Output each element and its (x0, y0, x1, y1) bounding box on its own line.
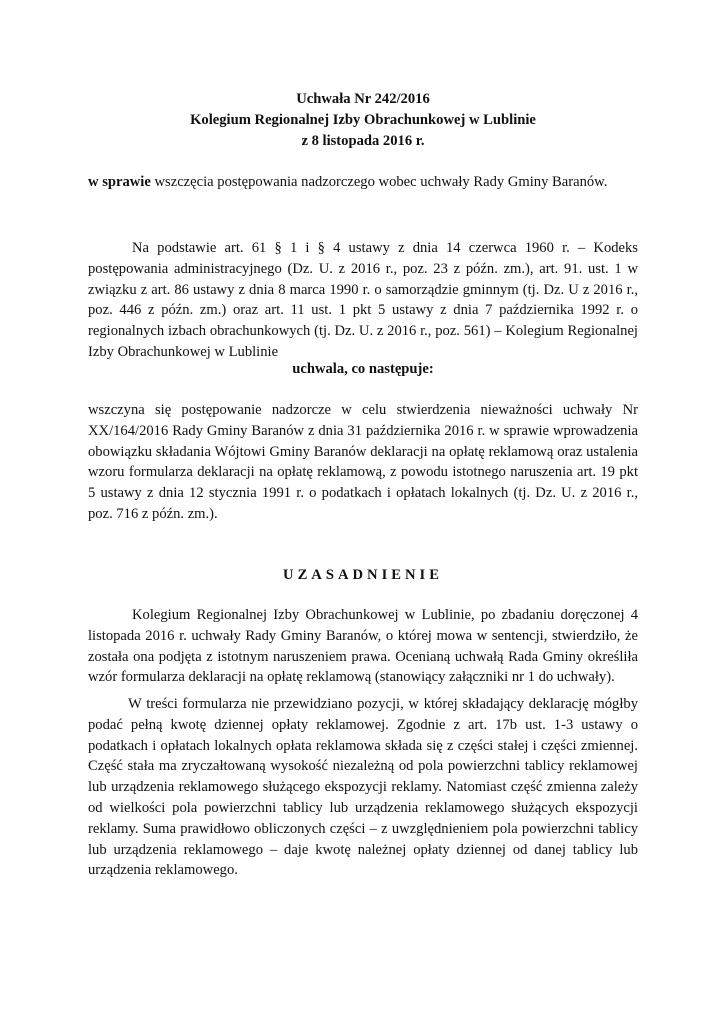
legal-basis-paragraph: Na podstawie art. 61 § 1 i § 4 ustawy z dnia 14 czerwca 1960 r. – Kodeks postępowania administracyjnego (Dz. U. z 2016 r., poz. 23 z późn. zm.), art. 91. ust. 1 w związku z art. 86 ustawy z dnia 8 marca 1990 r. o samorządzie gminnym (tj. Dz. U z 2016 r., poz. 446 z późn. zm.) oraz art. 11 ust. 1 pkt 5 ustawy z dnia 7 października 1992 r. o regionalnych izbach obrachunkowych (tj. Dz. U. z 2016 r., poz. 561) – Kolegium Regionalnej Izby Obrachunkowej w Lublinie (88, 240, 638, 360)
resolution-date: z 8 listopada 2016 r. (301, 132, 425, 149)
issuing-body: Kolegium Regionalnej Izby Obrachunkowej w Lublinie (190, 111, 536, 128)
justification-paragraph-1: Kolegium Regionalnej Izby Obrachunkowej w Lublinie, po zbadaniu doręczonej 4 listopada 2016 r. uchwały Rady Gminy Baranów, o której mowa w sentencji, stwierdziło, że została ona podjęta z istotnym naruszeniem prawa. Ocenianą uchwałą Rada Gminy określiła wzór formularza deklaracji na opłatę reklamową (stanowiący załączniki nr 1 do uchwały). (88, 607, 638, 686)
resolution-heading: uchwala, co następuje: (292, 361, 434, 377)
resolution-number: Uchwała Nr 242/2016 (296, 91, 430, 107)
justification-paragraph-2: W treści formularza nie przewidziano pozycji, w której składający deklarację mógłby podać pełną kwotę dziennej opłaty reklamowej. Zgodnie z art. 17b ust. 1-3 ustawy o podatkach i opłatach lokalnych opłata reklamowa składa się z części stałej i części zmiennej. Część stała ma zryczałtowaną wysokość niezależną od pola powierzchni tablicy reklamowej lub urządzenia reklamowego służącego ekspozycji reklamy. Natomiast część zmienna zależy od wielkości pola powierzchni tablicy lub urządzenia reklamowego służących ekspozycji reklamy. Suma prawidłowo obliczonych części – z uwzględnieniem pola powierzchni tablicy lub urządzenia reklamowego – daje kwotę należnej opłaty dziennej od danej tablicy lub urządzenia reklamowego. (88, 696, 638, 879)
justification-heading: UZASADNIENIE (283, 567, 443, 583)
resolution-operative-text: wszczyna się postępowanie nadzorcze w celu stwierdzenia nieważności uchwały Nr XX/164/2016 Rady Gminy Baranów z dnia 31 października 2016 r. w sprawie wprowadzenia obowiązku składania Wójtowi Gminy Baranów deklaracji na opłatę reklamową oraz ustalenia wzoru formularza deklaracji na opłatę reklamową, z powodu istotnego naruszenia art. 19 pkt 5 ustawy z dnia 12 stycznia 1991 r. o podatkach i opłatach lokalnych (tj. Dz. U. z 2016 r., poz. 716 z późn. zm.). (88, 402, 638, 522)
subject-line (88, 172, 638, 193)
subject-label: w sprawie (88, 174, 151, 190)
document-title (88, 89, 638, 151)
subject-text: wszczęcia postępowania nadzorczego wobec uchwały Rady Gminy Baranów. (150, 174, 608, 190)
